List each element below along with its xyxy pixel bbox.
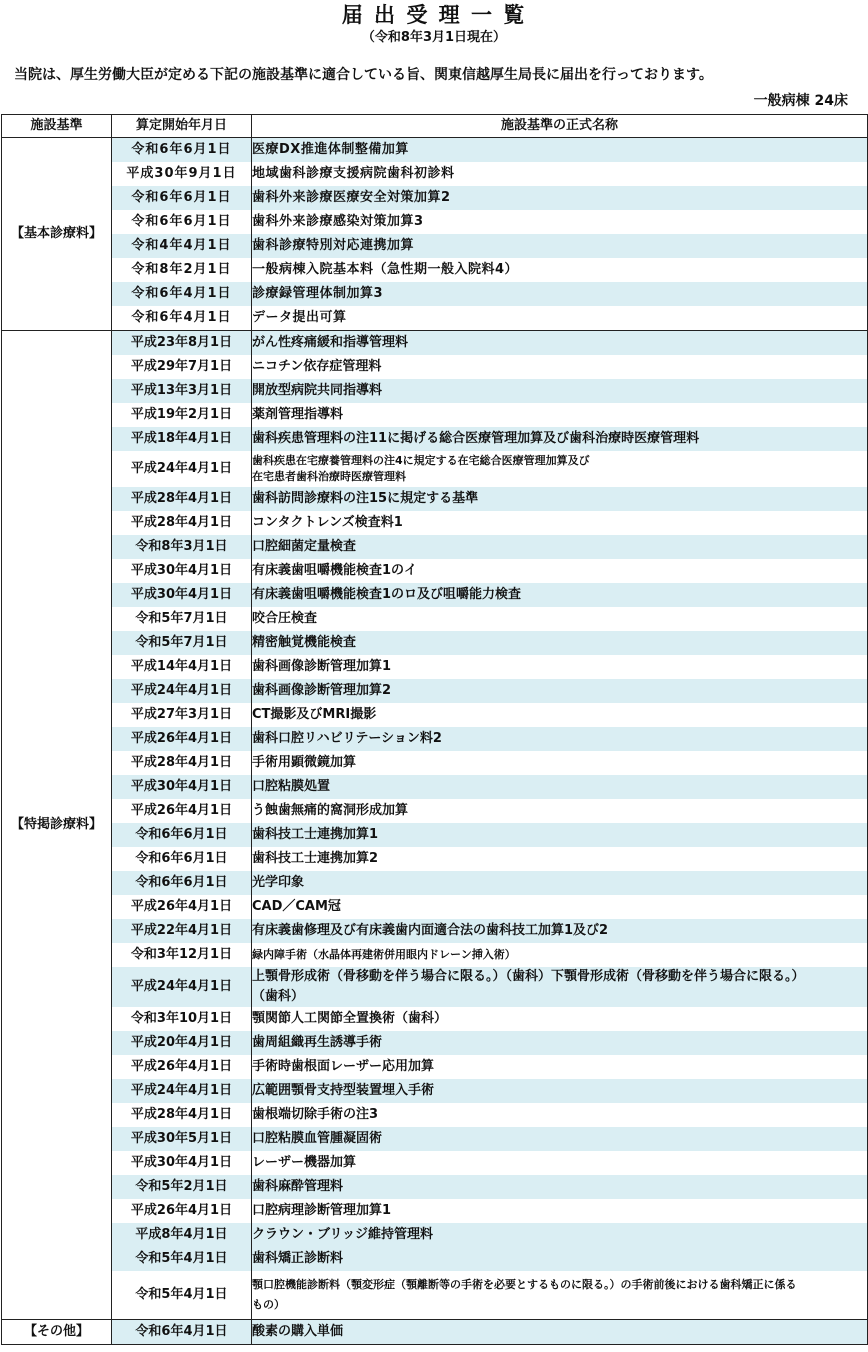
official-name-cell: がん性疼痛緩和指導管理料 — [252, 331, 868, 356]
start-date-cell: 令和6年6月1日 — [112, 847, 252, 871]
official-name-cell: 歯科外来診療感染対策加算3 — [252, 210, 868, 234]
official-name-cell: 歯科技工士連携加算1 — [252, 823, 868, 847]
start-date-cell: 平成30年4月1日 — [112, 583, 252, 607]
official-name-cell: 歯科口腔リハビリテーション料2 — [252, 727, 868, 751]
official-name-cell: 一般病棟入院基本料（急性期一般入院料4） — [252, 258, 868, 282]
start-date-cell: 平成30年4月1日 — [112, 559, 252, 583]
table-row — [2, 1031, 868, 1055]
official-name-cell: 診療録管理体制加算3 — [252, 282, 868, 306]
official-name-line-1: 顎口腔機能診断料（顎変形症（顎離断等の手術を必要とするものに限る。）の手術前後における歯科矯正に係る — [252, 1278, 797, 1291]
start-date-cell: 平成30年4月1日 — [112, 1151, 252, 1175]
official-name-line-1: 歯科疾患在宅療養管理料の注4に規定する在宅総合医療管理加算及び — [252, 454, 590, 467]
table-row — [2, 943, 868, 967]
start-date-cell: 平成26年4月1日 — [112, 799, 252, 823]
official-name-cell: 口腔病理診断管理加算1 — [252, 1199, 868, 1223]
start-date-cell: 令和5年4月1日 — [112, 1271, 252, 1320]
official-name-cell: 歯科画像診断管理加算1 — [252, 655, 868, 679]
table-row — [2, 631, 868, 655]
start-date-cell: 平成13年3月1日 — [112, 379, 252, 403]
facility-standards-table — [1, 114, 868, 1345]
official-name-cell: 薬剤管理指導料 — [252, 403, 868, 427]
notice-statement: 当院は、厚生労働大臣が定める下記の施設基準に適合している旨、関東信越厚生局長に届出を行っております。 — [14, 67, 713, 83]
official-name-cell: 口腔粘膜処置 — [252, 775, 868, 799]
start-date-cell: 平成26年4月1日 — [112, 1199, 252, 1223]
category-basic-medical-fees: 【基本診療料】 — [2, 138, 112, 331]
official-name-cell: 光学印象 — [252, 871, 868, 895]
official-name-cell: う蝕歯無痛的窩洞形成加算 — [252, 799, 868, 823]
start-date-cell: 平成29年7月1日 — [112, 355, 252, 379]
official-name-cell: CAD／CAM冠 — [252, 895, 868, 919]
table-row — [2, 234, 868, 258]
start-date-cell: 平成28年4月1日 — [112, 1103, 252, 1127]
table-row — [2, 1271, 868, 1320]
table-row — [2, 1007, 868, 1031]
start-date-cell: 平成27年3月1日 — [112, 703, 252, 727]
start-date-cell: 令和6年4月1日 — [112, 306, 252, 331]
start-date-cell: 平成30年9月1日 — [112, 162, 252, 186]
start-date-cell: 平成26年4月1日 — [112, 1055, 252, 1079]
table-row — [2, 1223, 868, 1247]
table-row — [2, 1247, 868, 1271]
official-name-cell: データ提出可算 — [252, 306, 868, 331]
official-name-cell: 口腔細菌定量検査 — [252, 535, 868, 559]
official-name-cell: 歯科画像診断管理加算2 — [252, 679, 868, 703]
start-date-cell: 平成28年4月1日 — [112, 511, 252, 535]
start-date-cell: 令和5年7月1日 — [112, 607, 252, 631]
table-row — [2, 1151, 868, 1175]
as-of-date: （令和8年3月1日現在） — [361, 30, 507, 45]
official-name-cell: 酸素の購入単価 — [252, 1320, 868, 1345]
start-date-cell: 令和6年6月1日 — [112, 871, 252, 895]
start-date-cell: 令和6年6月1日 — [112, 210, 252, 234]
table-row — [2, 727, 868, 751]
table-row — [2, 775, 868, 799]
official-name-cell: 顎関節人工関節全置換術（歯科） — [252, 1007, 868, 1031]
table-row — [2, 559, 868, 583]
official-name-cell: 手術時歯根面レーザー応用加算 — [252, 1055, 868, 1079]
table-row — [2, 583, 868, 607]
start-date-cell: 平成8年4月1日 — [112, 1223, 252, 1247]
start-date-cell: 令和6年4月1日 — [112, 282, 252, 306]
start-date-cell: 平成24年4月1日 — [112, 1079, 252, 1103]
table-row — [2, 162, 868, 186]
official-name-cell: 開放型病院共同指導料 — [252, 379, 868, 403]
table-row — [2, 607, 868, 631]
table-row — [2, 1055, 868, 1079]
start-date-cell: 令和5年7月1日 — [112, 631, 252, 655]
start-date-cell: 平成26年4月1日 — [112, 895, 252, 919]
start-date-cell: 平成14年4月1日 — [112, 655, 252, 679]
official-name-cell: 咬合圧検査 — [252, 607, 868, 631]
start-date-cell: 令和6年4月1日 — [112, 1320, 252, 1345]
start-date-cell: 令和6年6月1日 — [112, 823, 252, 847]
start-date-cell: 平成20年4月1日 — [112, 1031, 252, 1055]
column-header-start-date: 算定開始年月日 — [112, 115, 252, 138]
page-title: 届 出 受 理 一 覧 — [341, 3, 527, 27]
start-date-cell: 令和8年3月1日 — [112, 535, 252, 559]
start-date-cell: 平成24年4月1日 — [112, 451, 252, 487]
table-row — [2, 282, 868, 306]
table-row — [2, 871, 868, 895]
table-row — [2, 306, 868, 331]
start-date-cell: 平成30年5月1日 — [112, 1127, 252, 1151]
official-name-cell — [252, 451, 868, 487]
start-date-cell: 平成30年4月1日 — [112, 775, 252, 799]
table-row — [2, 427, 868, 451]
start-date-cell: 令和6年6月1日 — [112, 138, 252, 163]
start-date-cell: 平成19年2月1日 — [112, 403, 252, 427]
table-row — [2, 403, 868, 427]
start-date-cell: 平成28年4月1日 — [112, 487, 252, 511]
table-row — [2, 655, 868, 679]
start-date-cell: 平成26年4月1日 — [112, 727, 252, 751]
start-date-cell: 平成24年4月1日 — [112, 679, 252, 703]
official-name-cell: 歯科疾患管理料の注11に掲げる総合医療管理加算及び歯科治療時医療管理料 — [252, 427, 868, 451]
start-date-cell: 令和8年2月1日 — [112, 258, 252, 282]
official-name-line-1: 上顎骨形成術（骨移動を伴う場合に限る。）（歯科）下顎骨形成術（骨移動を伴う場合に限る。） — [252, 969, 805, 984]
official-name-cell: 手術用顕微鏡加算 — [252, 751, 868, 775]
start-date-cell: 平成24年4月1日 — [112, 967, 252, 1007]
official-name-cell: ニコチン依存症管理料 — [252, 355, 868, 379]
table-row — [2, 751, 868, 775]
table-row — [2, 823, 868, 847]
official-name-cell: クラウン・ブリッジ維持管理料 — [252, 1223, 868, 1247]
column-header-official-name: 施設基準の正式名称 — [252, 115, 868, 138]
table-row — [2, 210, 868, 234]
official-name-cell: 緑内障手術（水晶体再建術併用眼内ドレーン挿入術） — [252, 943, 868, 967]
official-name-cell — [252, 967, 868, 1007]
start-date-cell: 平成28年4月1日 — [112, 751, 252, 775]
table-row — [2, 487, 868, 511]
official-name-cell: レーザー機器加算 — [252, 1151, 868, 1175]
table-row — [2, 186, 868, 210]
table-header-row — [2, 115, 868, 138]
table-row — [2, 799, 868, 823]
table-row — [2, 1127, 868, 1151]
official-name-cell: 歯科麻酔管理料 — [252, 1175, 868, 1199]
official-name-cell: 地域歯科診療支援病院歯科初診料 — [252, 162, 868, 186]
official-name-cell: 歯科診療特別対応連携加算 — [252, 234, 868, 258]
start-date-cell: 平成23年8月1日 — [112, 331, 252, 356]
official-name-cell: 歯科矯正診断料 — [252, 1247, 868, 1271]
official-name-cell: 医療DX推進体制整備加算 — [252, 138, 868, 163]
bed-count: 一般病棟 24床 — [753, 93, 848, 109]
start-date-cell: 令和6年6月1日 — [112, 186, 252, 210]
official-name-cell: 広範囲顎骨支持型装置埋入手術 — [252, 1079, 868, 1103]
official-name-cell: 有床義歯咀嚼機能検査1のイ — [252, 559, 868, 583]
official-name-cell: 精密触覚機能検査 — [252, 631, 868, 655]
start-date-cell: 令和3年12月1日 — [112, 943, 252, 967]
table-row — [2, 258, 868, 282]
column-header-category: 施設基準 — [2, 115, 112, 138]
official-name-cell: 有床義歯修理及び有床義歯内面適合法の歯科技工加算1及び2 — [252, 919, 868, 943]
official-name-cell: 歯周組織再生誘導手術 — [252, 1031, 868, 1055]
official-name-cell: 歯科外来診療医療安全対策加算2 — [252, 186, 868, 210]
table-row — [2, 535, 868, 559]
official-name-line-2: 在宅患者歯科治療時医療管理料 — [252, 470, 406, 483]
table-row — [2, 967, 868, 1007]
category-specific-medical-fees: 【特掲診療料】 — [2, 331, 112, 1320]
official-name-cell: 歯科技工士連携加算2 — [252, 847, 868, 871]
official-name-cell: 有床義歯咀嚼機能検査1のロ及び咀嚼能力検査 — [252, 583, 868, 607]
table-row — [2, 847, 868, 871]
table-row — [2, 451, 868, 487]
start-date-cell: 令和5年4月1日 — [112, 1247, 252, 1271]
table-row — [2, 895, 868, 919]
start-date-cell: 令和5年2月1日 — [112, 1175, 252, 1199]
table-row — [2, 355, 868, 379]
table-row — [2, 1175, 868, 1199]
table-row — [2, 1199, 868, 1223]
table-row — [2, 1320, 868, 1345]
start-date-cell: 令和4年4月1日 — [112, 234, 252, 258]
official-name-cell: CT撮影及びMRI撮影 — [252, 703, 868, 727]
table-row — [2, 1079, 868, 1103]
table-row — [2, 511, 868, 535]
table-row — [2, 703, 868, 727]
table-row — [2, 679, 868, 703]
table-row — [2, 919, 868, 943]
official-name-cell: 口腔粘膜血管腫凝固術 — [252, 1127, 868, 1151]
start-date-cell: 令和3年10月1日 — [112, 1007, 252, 1031]
official-name-cell: 歯科訪問診療料の注15に規定する基準 — [252, 487, 868, 511]
start-date-cell: 平成18年4月1日 — [112, 427, 252, 451]
official-name-cell — [252, 1271, 868, 1320]
table-row — [2, 379, 868, 403]
official-name-line-2: もの） — [252, 1298, 285, 1311]
official-name-cell: 歯根端切除手術の注3 — [252, 1103, 868, 1127]
start-date-cell: 平成22年4月1日 — [112, 919, 252, 943]
table-body — [2, 138, 868, 1345]
table-row — [2, 1103, 868, 1127]
official-name-line-2: （歯科） — [252, 989, 305, 1004]
category-other: 【その他】 — [2, 1320, 112, 1345]
table-row — [2, 138, 868, 163]
official-name-cell: コンタクトレンズ検査料1 — [252, 511, 868, 535]
table-row — [2, 331, 868, 356]
